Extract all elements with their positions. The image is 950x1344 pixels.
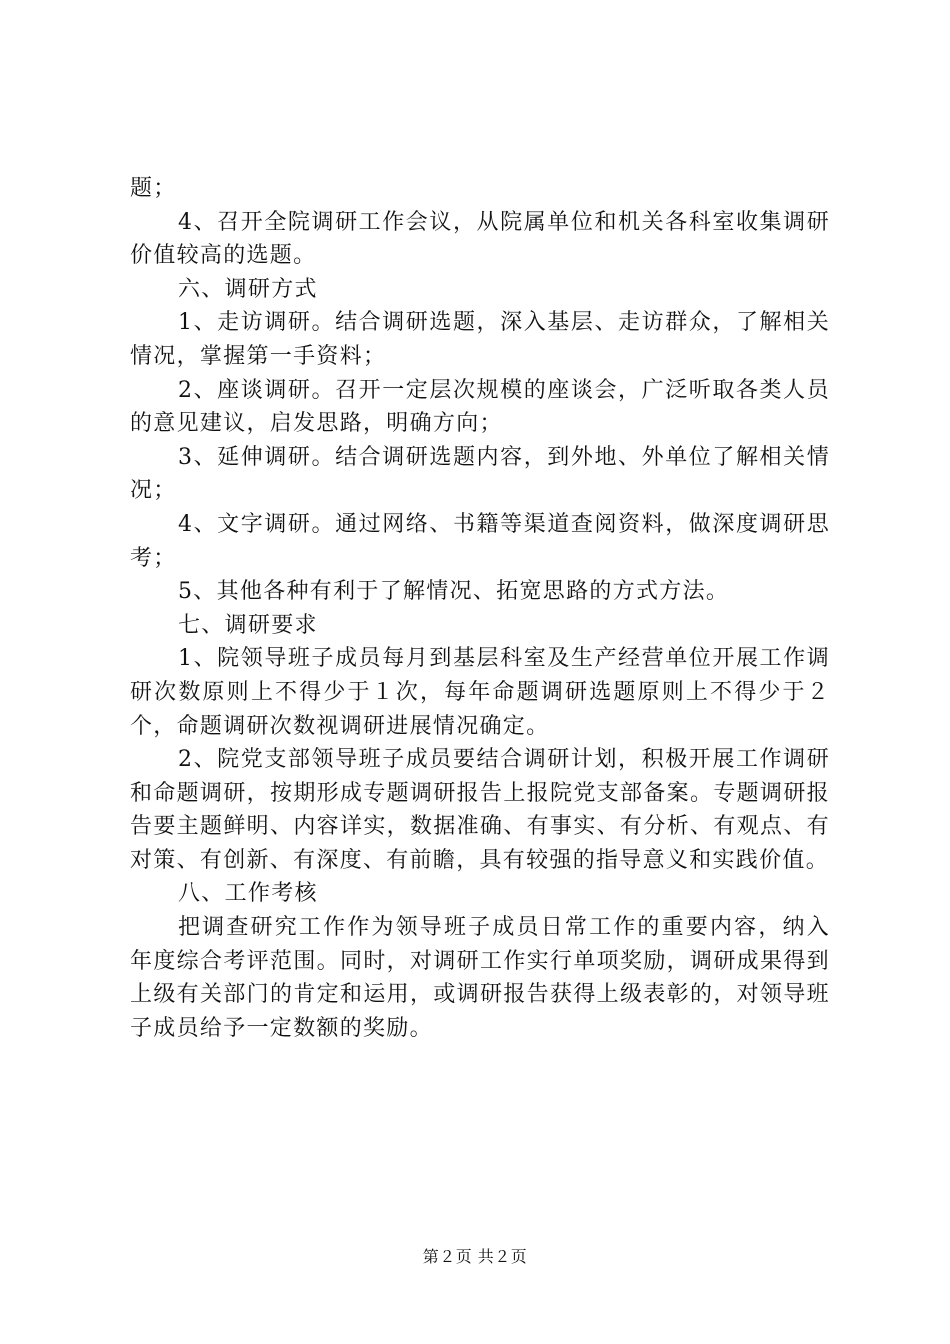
paragraph: 题； [130,176,177,201]
paragraph: 4、召开全院调研工作会议，从院属单位和机关各科室收集调研价值较高的选题。 [130,209,830,269]
paragraph: 1、院领导班子成员每月到基层科室及生产经营单位开展工作调研次数原则上不得少于１次，每年命题调研选题原则上不得少于２个，命题调研次数视调研进展情况确定。 [130,646,830,739]
section-heading: 七、调研要求 [178,612,318,638]
section-heading: 六、调研方式 [178,276,318,302]
paragraph: 把调查研究工作作为领导班子成员日常工作的重要内容，纳入年度综合考评范围。同时，对调研工作实行单项奖励，调研成果得到上级有关部门的肯定和运用，或调研报告获得上级表彰的，对领导班子成员给予一定数额的奖励。 [130,915,830,1041]
paragraph: 2、院党支部领导班子成员要结合调研计划，积极开展工作调研和命题调研，按期形成专题调研报告上报院党支部备案。专题调研报告要主题鲜明、内容详实，数据准确、有事实、有分析、有观点、有对策、有创新、有深度、有前瞻，具有较强的指导意义和实践价值。 [130,747,830,873]
paragraph: 1、走访调研。结合调研选题，深入基层、走访群众，了解相关情况，掌握第一手资料； [130,310,830,369]
paragraph: 2、座谈调研。召开一定层次规模的座谈会，广泛听取各类人员的意见建议，启发思路，明确方向； [130,377,830,437]
paragraph: 3、延伸调研。结合调研选题内容，到外地、外单位了解相关情况； [130,444,830,504]
document-body [130,172,830,1045]
paragraph: 4、文字调研。通过网络、书籍等渠道查阅资料，做深度调研思考； [130,511,830,571]
paragraph: 5、其他各种有利于了解情况、拓宽思路的方式方法。 [178,579,730,605]
page-footer: 第２页 共２页 [422,1247,528,1266]
section-heading: 八、工作考核 [178,881,318,907]
